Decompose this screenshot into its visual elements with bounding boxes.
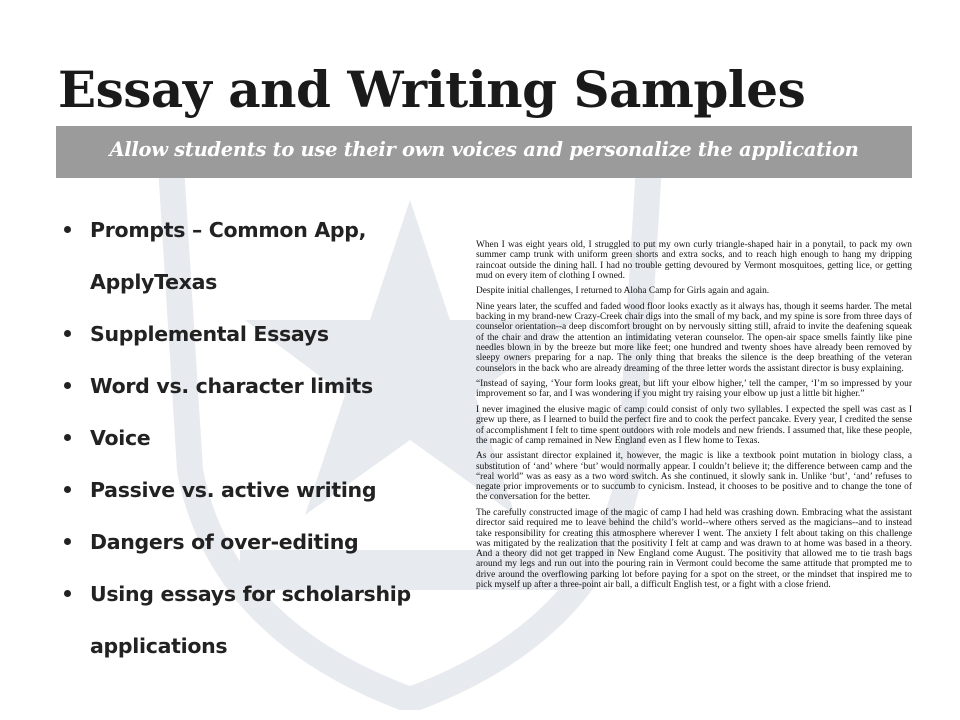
bullet-item: Prompts – Common App, ApplyTexas bbox=[60, 204, 440, 308]
essay-paragraph: Nine years later, the scuffed and faded wood floor looks exactly as it always has, though it seems harder. The metal backing in my brand-new Crazy-Creek chair digs into the small of my back, and my spine is sore from three days of counselor orientation--a deep discomfort brought on by nervously sitting still, afraid to invite the deafening squeak of the chair and draw the attention an intimidating veteran counselor. The open-air space smells faintly like pine needles blown in by the breeze but more like feet; one hundred and twenty shoes have already been removed by sleepy owners preparing for a nap. The only thing that breaks the silence is the deep breathing of the veteran counselors in the back who are already dreaming of the three letter words the assistant director is busy explaining. bbox=[476, 301, 912, 374]
page-title: Essay and Writing Samples bbox=[58, 60, 806, 119]
essay-sample bbox=[476, 240, 912, 596]
essay-paragraph: Despite initial challenges, I returned to Aloha Camp for Girls again and again. bbox=[476, 286, 770, 297]
subtitle-text: Allow students to use their own voices and personalize the application bbox=[109, 138, 859, 161]
bullet-item: Dangers of over-editing bbox=[60, 516, 440, 568]
bullet-item: Voice bbox=[60, 412, 440, 464]
essay-paragraph: The carefully constructed image of the magic of camp I had held was crashing down. Embracing what the assistant director said required me to leave behind the child’s world--where others served as the magicians--and to instead take responsibility for creating this atmosphere wherever I went. The anxiety I felt about taking on this challenge was mitigated by the realization that the positivity I felt at camp and was drawn to at home was based in a theory. And a theory did not get trapped in New England come August. The positivity that allowed me to tie trash bags around my legs and run out into the pouring rain in Vermont could become the same attitude that prompted me to drive around the overflowing parking lot before paying for a spot on the street, or the mindset that inspired me to pick myself up after a three-point air ball, a difficult English test, or a fight with a close friend. bbox=[476, 507, 912, 591]
essay-paragraph: “Instead of saying, ‘Your form looks great, but lift your elbow higher,’ tell the camper, ‘I’m so impressed by your improvement so far, and I was wondering if you might try raising your elbow up just a little bit higher.” bbox=[476, 379, 912, 400]
essay-paragraph: When I was eight years old, I struggled to put my own curly triangle-shaped hair in a ponytail, to pack my own summer camp trunk with uniform green shorts and extra socks, and to reach high enough to hang my dripping raincoat outside the dining hall. I had no trouble getting devoured by Vermont mosquitoes, getting lice, or getting mud on every item of clothing I owned. bbox=[476, 240, 912, 281]
essay-paragraph: As our assistant director explained it, however, the magic is like a textbook point mutation in biology class, a substitution of ‘and’ where ‘but’ would normally appear. I couldn’t believe it; the difference between camp and the “real world” was as easy as a two word switch. As she continued, it slowly sank in. Unlike ‘but’, ‘and’ refuses to negate prior improvements or to succumb to cynicism. Instead, it chooses to be positive and to change the tone of the conversation for the better. bbox=[476, 451, 912, 503]
bullet-item: Word vs. character limits bbox=[60, 360, 440, 412]
bullet-item: Using essays for scholarship applications bbox=[60, 568, 440, 672]
subtitle-banner bbox=[56, 126, 912, 178]
bullet-item: Supplemental Essays bbox=[60, 308, 440, 360]
essay-paragraph: I never imagined the elusive magic of camp could consist of only two syllables. I expected the spell was cast as I grew up there, as I learned to build the perfect fire and to cook the perfect pancake. Every year, I credited the sense of accomplishment I felt to time spent outdoors with role models and new friends. I assumed that, like these people, the magic of camp remained in New England even as I flew home to Texas. bbox=[476, 404, 912, 446]
bullet-list bbox=[60, 204, 440, 672]
bullet-item: Passive vs. active writing bbox=[60, 464, 440, 516]
